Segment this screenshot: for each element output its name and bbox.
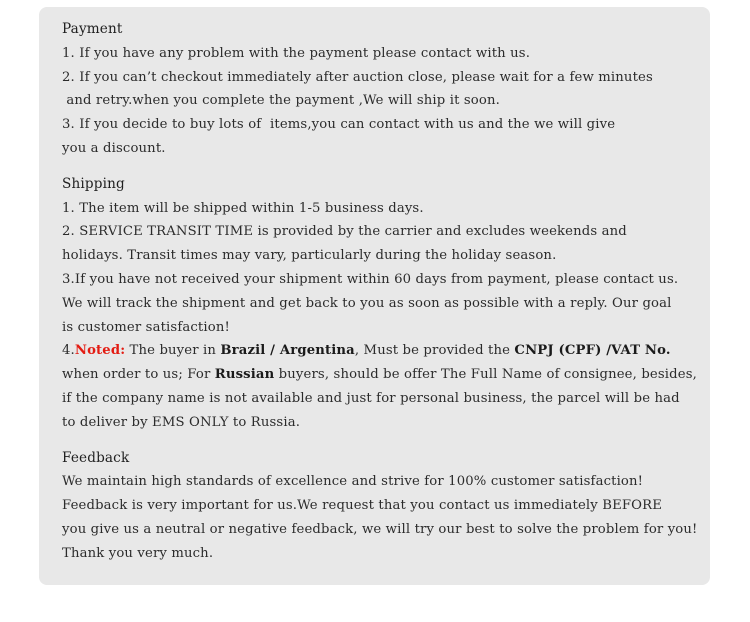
feedback-line-4: Thank you very much. [62, 545, 214, 561]
feedback-line-1: We maintain high standards of excellence and strive for 100% customer satisfaction! [62, 474, 644, 490]
shipping-section [62, 173, 722, 435]
noted-russian: Russian [214, 367, 275, 383]
shipping-line-1: 1. The item will be shipped within 1-5 business days. [62, 200, 424, 216]
feedback-section [62, 447, 722, 566]
payment-line-5: you a discount. [62, 140, 166, 156]
noted-countries: Brazil / Argentina [220, 343, 355, 359]
shipping-noted-line-3: if the company name is not available and just for personal business, the parcel will be had [62, 390, 680, 406]
shipping-noted-line-2 [62, 363, 722, 387]
policy-content [62, 18, 722, 566]
shipping-line-2: 2. SERVICE TRANSIT TIME is provided by the carrier and excludes weekends and [62, 224, 627, 240]
noted-ids: CNPJ (CPF) /VAT No. [514, 343, 671, 359]
payment-heading: Payment [62, 21, 123, 37]
payment-line-2: 2. If you can’t checkout immediately after auction close, please wait for a few minutes [62, 69, 653, 85]
noted-text-1: The buyer in [125, 343, 221, 359]
feedback-line-2: Feedback is very important for us.We request that you contact us immediately BEFORE [62, 498, 662, 514]
feedback-line-3: you give us a neutral or negative feedback, we will try our best to solve the problem for you! [62, 521, 698, 537]
shipping-line-4: 3.If you have not received your shipment within 60 days from payment, please contact us. [62, 271, 679, 287]
noted-text-2: , Must be provided the [354, 343, 515, 359]
shipping-line-6: is customer satisfaction! [62, 319, 230, 335]
payment-line-4: 3. If you decide to buy lots of items,you can contact with us and the we will give [62, 117, 616, 133]
feedback-heading: Feedback [62, 449, 130, 466]
payment-section [62, 18, 722, 161]
noted-label: Noted: [74, 343, 126, 359]
shipping-heading: Shipping [62, 175, 125, 192]
noted-line2-text-2: buyers, should be offer The Full Name of consignee, besides, [274, 367, 697, 383]
noted-line2-text-1: when order to us; For [62, 367, 215, 383]
noted-prefix: 4. [62, 343, 75, 359]
shipping-line-5: We will track the shipment and get back to you as soon as possible with a reply. Our goal [62, 295, 672, 311]
payment-line-3: and retry.when you complete the payment ,We will ship it soon. [62, 93, 500, 109]
shipping-line-3: holidays. Transit times may vary, particularly during the holiday season. [62, 248, 557, 264]
shipping-noted-line-4: to deliver by EMS ONLY to Russia. [62, 414, 301, 430]
shipping-noted-line-1 [62, 339, 722, 363]
payment-line-1: 1. If you have any problem with the payment please contact with us. [62, 45, 531, 61]
